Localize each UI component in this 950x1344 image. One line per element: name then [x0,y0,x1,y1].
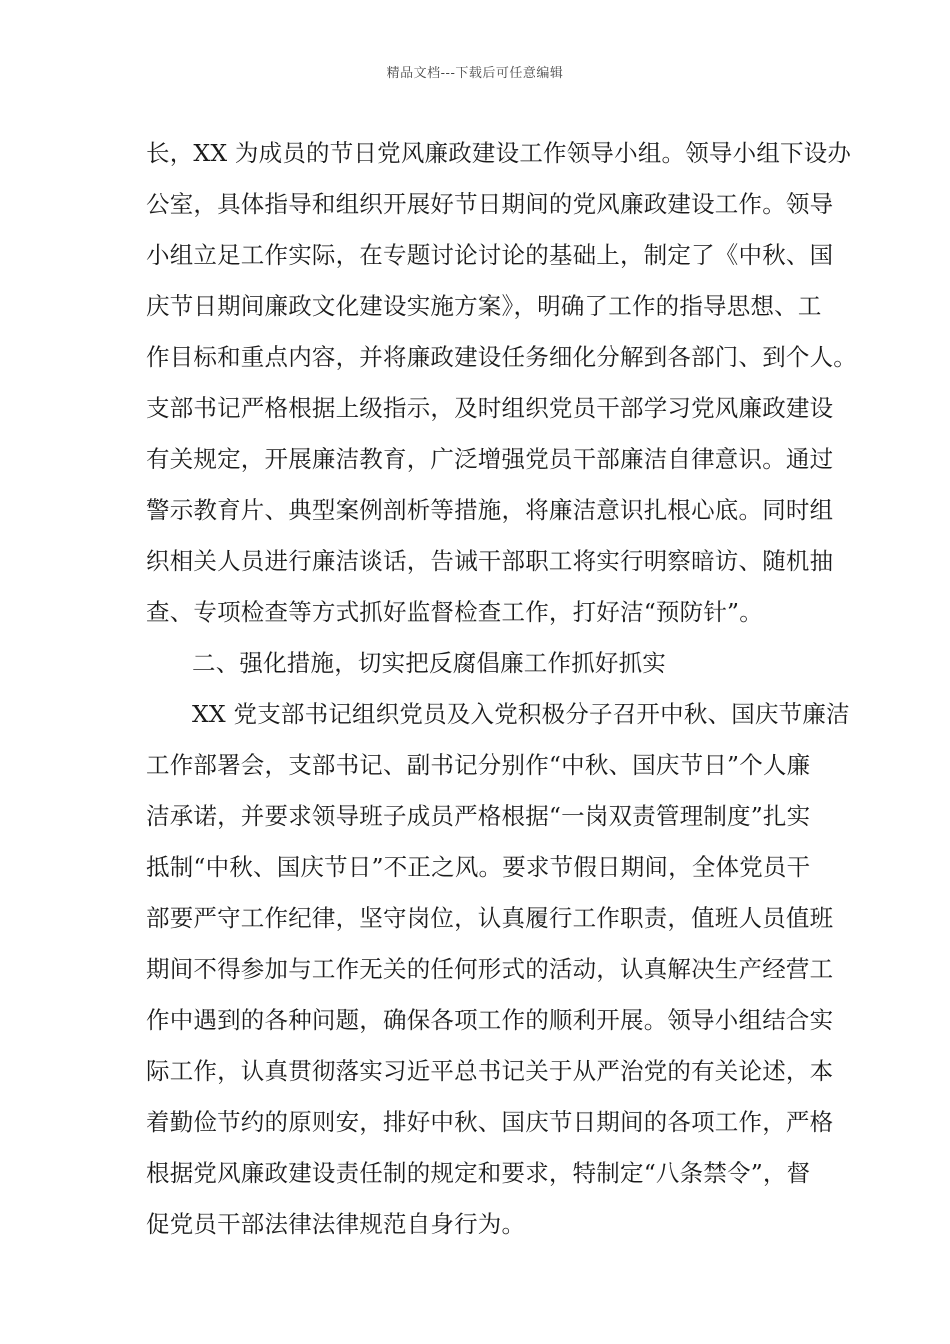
text-line: 庆节日期间廉政文化建设实施方案》，明确了工作的指导思想、工 [146,292,822,320]
section-heading: 二、强化措施，切实把反腐倡廉工作抓好抓实 [192,649,666,677]
text-line: 促党员干部法律法律规范自身行为。 [146,1210,526,1238]
text-line: 部要严守工作纪律，坚守岗位，认真履行工作职责，值班人员值班 [146,904,834,932]
text-line: 抵制“中秋、国庆节日”不正之风。要求节假日期间，全体党员干 [146,853,811,881]
text-line: 公室，具体指导和组织开展好节日期间的党风廉政建设工作。领导 [146,190,834,218]
text-line: 查、专项检查等方式抓好监督检查工作，打好洁“预防针”。 [146,598,763,626]
text-line: 际工作，认真贯彻落实习近平总书记关于从严治党的有关论述，本 [146,1057,834,1085]
text-line: 工作部署会，支部书记、副书记分别作“中秋、国庆节日”个人廉 [146,751,811,779]
text-line: 支部书记严格根据上级指示，及时组织党员干部学习党风廉政建设 [146,394,834,422]
text-line: 着勤俭节约的原则安，排好中秋、国庆节日期间的各项工作，严格 [146,1108,834,1136]
text-line: 作目标和重点内容，并将廉政建设任务细化分解到各部门、到个人。 [146,343,857,371]
text-line: 小组立足工作实际，在专题讨论讨论的基础上，制定了《中秋、国 [146,241,834,269]
text-line: 警示教育片、典型案例剖析等措施，将廉洁意识扎根心底。同时组 [146,496,834,524]
document-body [146,128,857,1250]
text-line: 有关规定，开展廉洁教育，广泛增强党员干部廉洁自律意识。通过 [146,445,834,473]
paragraph-first-line: XX 党支部书记组织党员及入党积极分子召开中秋、国庆节廉洁 [192,700,850,728]
text-line: 期间不得参加与工作无关的任何形式的活动，认真解决生产经营工 [146,955,834,983]
text-line: 根据党风廉政建设责任制的规定和要求，特制定“八条禁令”，督 [146,1159,811,1187]
text-line: 长，XX 为成员的节日党风廉政建设工作领导小组。领导小组下设办 [146,139,852,167]
text-line: 洁承诺，并要求领导班子成员严格根据“一岗双责管理制度”扎实 [146,802,811,830]
text-line: 作中遇到的各种问题，确保各项工作的顺利开展。领导小组结合实 [146,1006,834,1034]
text-line: 织相关人员进行廉洁谈话，告诫干部职工将实行明察暗访、随机抽 [146,547,834,575]
page-header: 精品文档---下载后可任意编辑 [386,66,564,81]
